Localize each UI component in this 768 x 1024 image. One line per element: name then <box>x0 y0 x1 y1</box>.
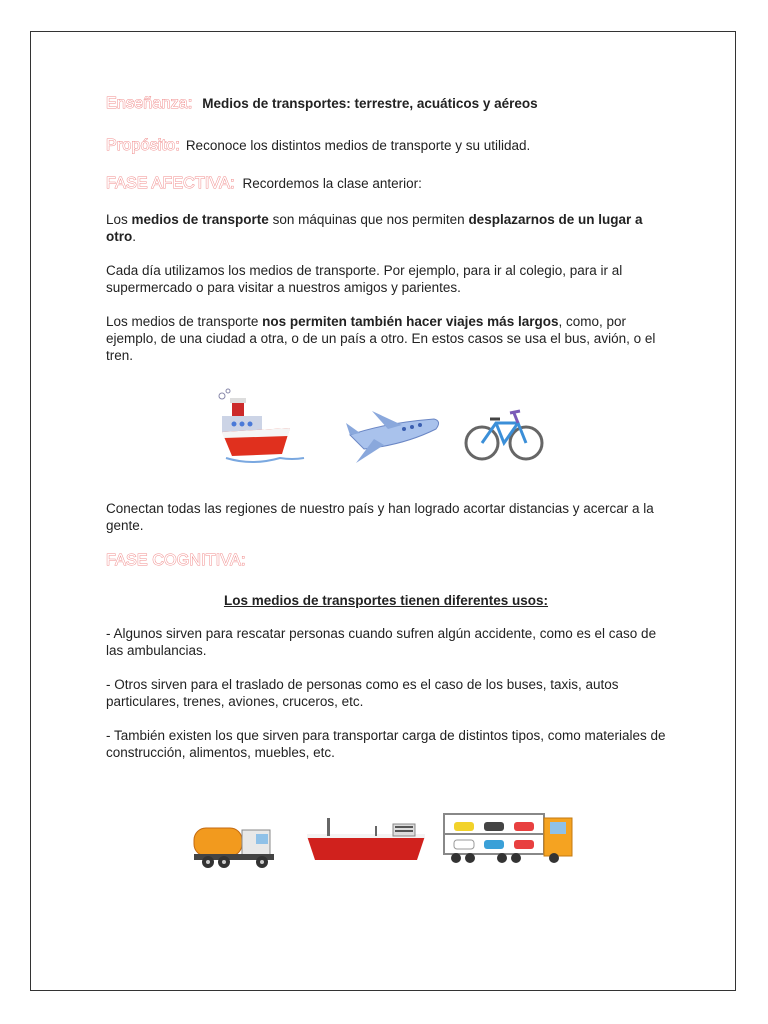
text-run: . <box>132 229 137 244</box>
fase-cognitiva-label: FASE COGNITIVA: <box>106 552 246 569</box>
ensenanza-label: Enseñanza: <box>106 95 193 112</box>
fase-afectiva-text: Recordemos la clase anterior: <box>242 176 422 191</box>
bold-run: nos permiten también hacer viajes más largos <box>262 314 559 329</box>
bold-run: desplazarnos de un lugar a otro <box>106 212 643 244</box>
list-item: - Algunos sirven para rescatar personas cuando sufren algún accidente, como es el caso de las ambulancias. <box>106 626 657 658</box>
fase-afectiva-line <box>106 175 666 192</box>
fase-cognitiva-line <box>106 552 666 569</box>
text-run: Los medios de transporte <box>106 314 263 329</box>
paragraph-definition <box>106 211 666 245</box>
paragraph-long-trips <box>106 313 666 364</box>
list-item: - Otros sirven para el traslado de personas como es el caso de los buses, taxis, autos particulares, trenes, aviones, cruceros, etc. <box>106 677 619 709</box>
proposito-line <box>106 137 666 154</box>
paragraph-connect: Conectan todas las regiones de nuestro país y han logrado acortar distancias y acercar a la gente. <box>106 501 654 533</box>
text-run: , como, por ejemplo, de una ciudad a otra, o de un país a otro. En estos casos se usa el bus, avión, o el tren. <box>106 314 656 363</box>
tanker-truck-icon <box>192 820 287 870</box>
paragraph-daily-use: Cada día utilizamos los medios de transporte. Por ejemplo, para ir al colegio, para ir al supermercado o para visitar a nuestros amigos y parientes. <box>106 263 623 295</box>
ship-icon <box>212 388 317 468</box>
fase-afectiva-label: FASE AFECTIVA: <box>106 175 235 192</box>
bicycle-icon <box>462 405 547 465</box>
ensenanza-line <box>106 95 666 112</box>
ensenanza-text: Medios de transportes: terrestre, acuáticos y aéreos <box>202 96 538 111</box>
text-run: Los <box>106 212 132 227</box>
subtitle-text: Los medios de transportes tienen diferentes usos: <box>223 593 549 608</box>
proposito-label: Propósito: <box>106 137 181 154</box>
list-item: - También existen los que sirven para transportar carga de distintos tipos, como materiales de construcción, alimentos, muebles, etc. <box>106 728 666 760</box>
proposito-text: Reconoce los distintos medios de transporte y su utilidad. <box>185 138 531 153</box>
car-carrier-truck-icon <box>440 808 575 868</box>
bold-run: medios de transporte <box>131 212 269 227</box>
airplane-icon <box>344 405 444 465</box>
text-run: son máquinas que nos permiten <box>268 212 469 227</box>
cargo-ship-icon <box>305 812 430 867</box>
subtitle <box>106 592 666 609</box>
